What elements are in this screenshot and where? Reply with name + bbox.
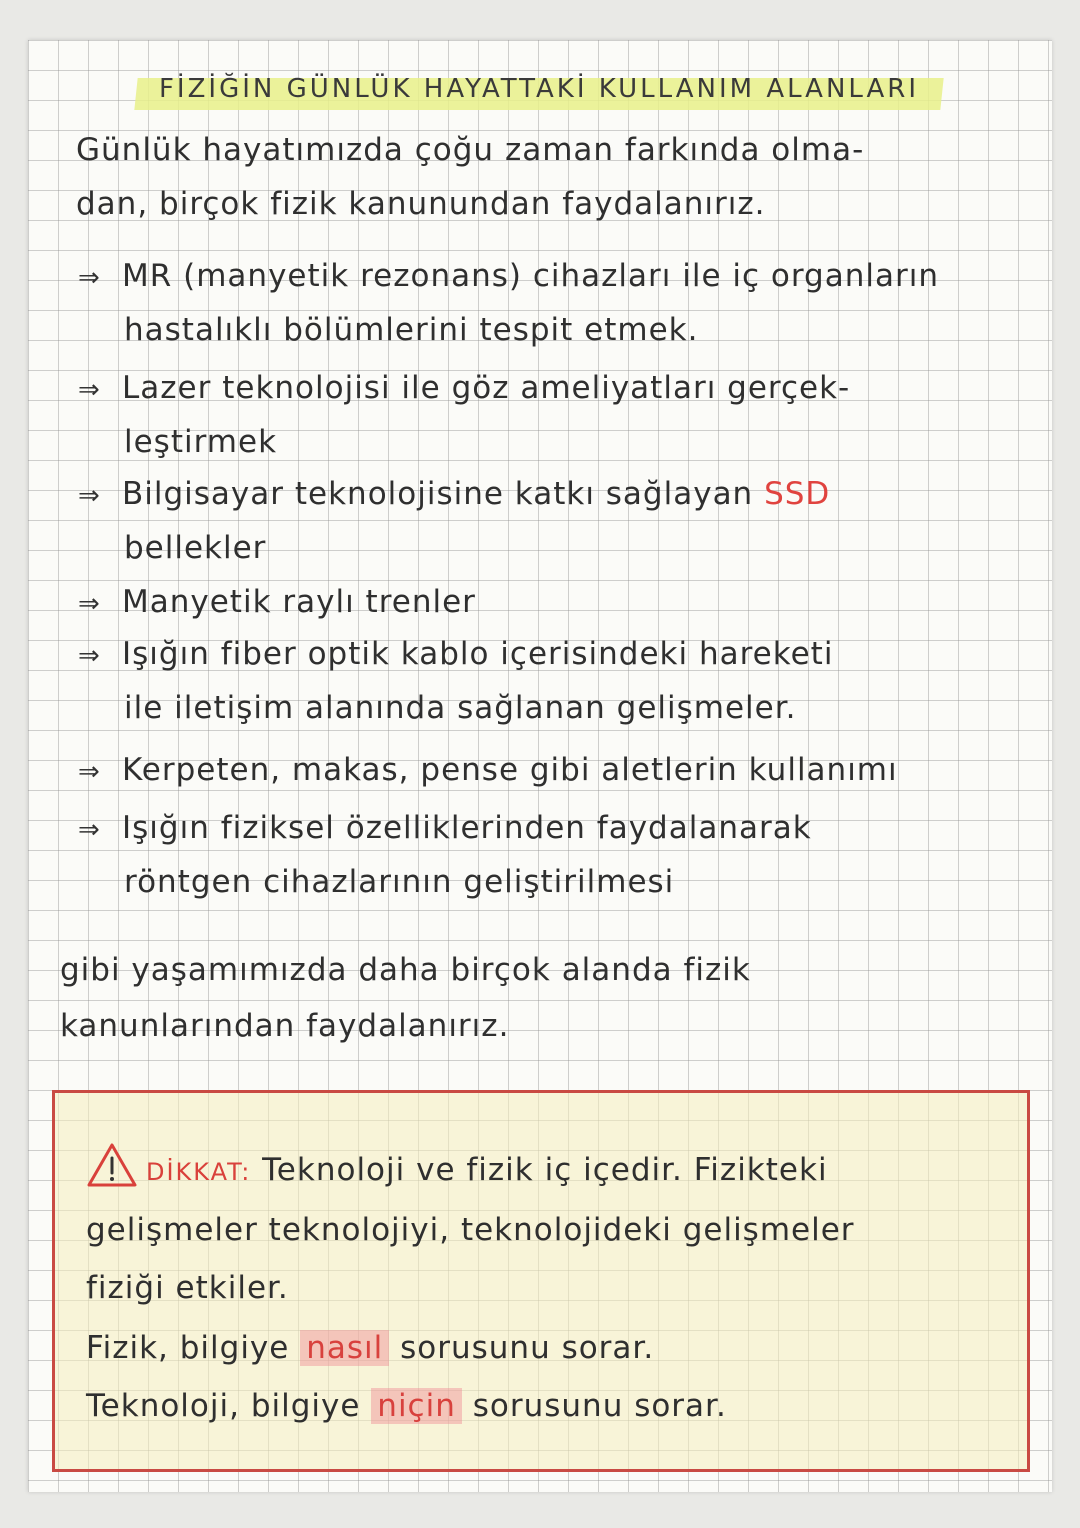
arrow-right-icon: ⇒ [78, 757, 101, 787]
bullet-item-mr [78, 258, 939, 294]
note-line-3: fiziği etkiler. [86, 1270, 289, 1306]
dikkat-label: DİKKAT: [146, 1158, 252, 1186]
bullet-continuation: bellekler [124, 530, 267, 566]
bullet-item-lazer [78, 370, 850, 406]
page-title: FİZİĞİN GÜNLÜK HAYATTAKİ KULLANIM ALANLARI [158, 74, 920, 104]
arrow-right-icon: ⇒ [78, 641, 101, 671]
bullet-text: Bilgisayar teknolojisine katkı sağlayan [122, 476, 754, 512]
intro-line-2: dan, birçok fizik kanunundan faydalanırız. [76, 186, 766, 222]
bullet-item-ssd [78, 476, 830, 512]
conclusion-line-2: kanunlarından faydalanırız. [60, 1008, 510, 1044]
intro-line-1: Günlük hayatımızda çoğu zaman farkında olma- [76, 132, 865, 168]
title-block [136, 68, 942, 112]
conclusion-line-1: gibi yaşamımızda daha birçok alanda fizik [60, 952, 751, 988]
arrow-right-icon: ⇒ [78, 815, 101, 845]
bullet-item-rontgen [78, 810, 812, 846]
bullet-text: Kerpeten, makas, pense gibi aletlerin kullanımı [122, 752, 898, 788]
bullet-continuation: ile iletişim alanında sağlanan gelişmeler. [124, 690, 797, 726]
bullet-item-fiber [78, 636, 833, 672]
nicin-highlight: niçin [371, 1388, 462, 1424]
ssd-highlight: SSD [764, 476, 831, 512]
note-line-4 [86, 1330, 654, 1366]
nasil-highlight: nasıl [300, 1330, 389, 1366]
bullet-text: MR (manyetik rezonans) cihazları ile iç organların [122, 258, 939, 294]
note-text: Teknoloji, bilgiye [86, 1388, 361, 1424]
note-text: Fizik, bilgiye [86, 1330, 290, 1366]
bullet-continuation: röntgen cihazlarının geliştirilmesi [124, 864, 675, 900]
note-line-5 [86, 1388, 727, 1424]
warning-icon [86, 1142, 138, 1188]
note-line-1 [146, 1152, 828, 1188]
arrow-right-icon: ⇒ [78, 375, 101, 405]
arrow-right-icon: ⇒ [78, 589, 101, 619]
bullet-continuation: leştirmek [124, 424, 278, 460]
arrow-right-icon: ⇒ [78, 263, 101, 293]
note-text: Teknoloji ve fizik iç içedir. Fizikteki [262, 1152, 828, 1188]
bullet-item-kerpeten [78, 752, 898, 788]
notebook-page [28, 40, 1052, 1492]
bullet-text: Lazer teknolojisi ile göz ameliyatları gerçek- [122, 370, 851, 406]
bullet-text: Işığın fiziksel özelliklerinden faydalanarak [122, 810, 812, 846]
bullet-continuation: hastalıklı bölümlerini tespit etmek. [124, 312, 699, 348]
bullet-text: Işığın fiber optik kablo içerisindeki hareketi [122, 636, 834, 672]
note-text: sorusunu sorar. [472, 1388, 727, 1424]
arrow-right-icon: ⇒ [78, 481, 101, 511]
bullet-item-trenler [78, 584, 476, 620]
note-line-2: gelişmeler teknolojiyi, teknolojideki gelişmeler [86, 1212, 855, 1248]
bullet-text: Manyetik raylı trenler [122, 584, 476, 620]
note-text: sorusunu sorar. [400, 1330, 655, 1366]
